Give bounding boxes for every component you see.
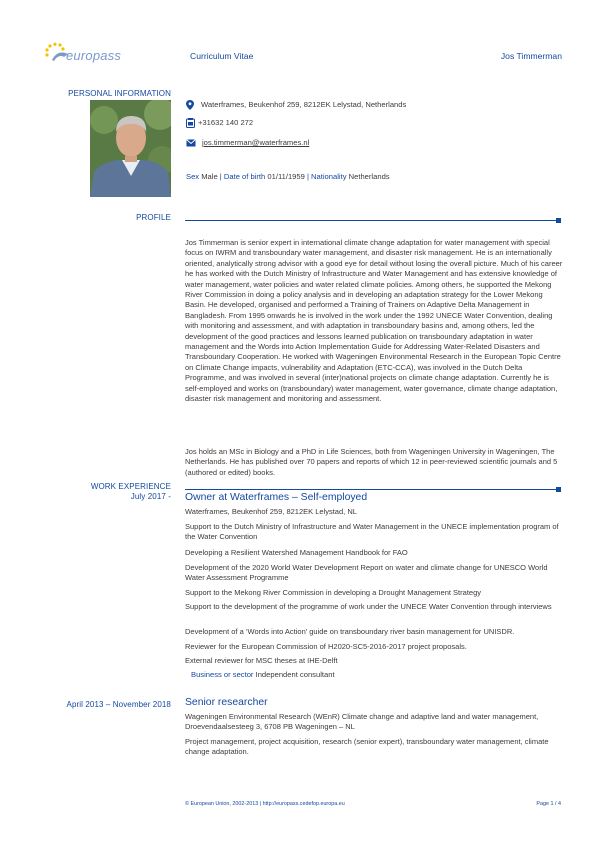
sector-label: Business or sector: [191, 670, 254, 679]
europass-logo: [44, 42, 124, 68]
email-link[interactable]: jos.timmerman@waterframes.nl: [202, 138, 310, 147]
address: Waterframes, Beukenhof 259, 8212EK Lelystad, Netherlands: [201, 100, 407, 109]
logo-text: europass: [66, 48, 122, 63]
location-pin-icon: [186, 100, 194, 110]
header-name: Jos Timmerman: [500, 51, 562, 61]
job-1-dates: July 2017 -: [130, 492, 171, 501]
job-1-employer: Waterframes, Beukenhof 259, 8212EK Lelystad, NL: [185, 507, 357, 516]
job-1-sector: [191, 670, 335, 680]
nationality-label: Nationality: [311, 172, 347, 181]
doc-title: Curriculum Vitae: [190, 51, 254, 61]
dob-label: Date of birth: [223, 172, 266, 181]
sex-value: Male: [201, 172, 218, 181]
job-1-item-7: Reviewer for the European Commission of H2020-SC5-2016-2017 project proposals.: [185, 642, 467, 651]
sector-value: Independent consultant: [255, 670, 335, 679]
profile-label: PROFILE: [136, 213, 171, 222]
footer-page-number: Page 1 / 4: [536, 801, 561, 807]
job-1-item-1: Support to the Dutch Ministry of Infrastructure and Water Management in the UNECE implementation program of the Water Convention: [185, 522, 559, 542]
profile-paragraph-1: Jos Timmerman is senior expert in international climate change adaptation for water management with special focus on IWRM and transboundary water management, and disaster risk management. He is an internationally oriented, analytically strong advisor with a good eye for detail without losing the overall picture. Much of his career he has worked with the Dutch Ministry of Infrastructure and Water Management and has extensive knowledge of water management, water policies and water related climate policies. Among others, he supported the Mekong River Commission in doing a policy analysis and in developing an adaptation strategy for the Lower Mekong Basin. He developed, organised and performed a Training of Trainers on Adaptive Delta Management in Bangladesh. From 1995 onwards he is involved in the work under the 1992 UNECE Water Convention, dealing with monitoring and assessment, and with adaptation in transboundary basins and, among others, led the development of the good practices and lessons learned publication on transboundary adaptation in water management and the Words into Action Implementation Guide for Addressing Water-Related Disasters and Transboundary Cooperation. He worked with Wageningen Environmental Research in the European Topic Centre on Climate Change impacts, vulnerability and Adaptation (ETC-CCA), was involved in the Dutch Delta Programme, and was involved in several (inter)national projects on climate change adaptation. Currently he is self-employed and works on (transboundary) water management, water governance, climate change adaptation, disaster risk management and monitoring and assessment.: [185, 238, 563, 404]
dob-value: 01/11/1959: [267, 172, 305, 181]
job-2-dates: April 2013 – November 2018: [66, 700, 171, 709]
phone-icon: [186, 118, 195, 128]
phone: +31632 140 272: [198, 118, 254, 127]
job-2-title: Senior researcher: [185, 697, 268, 708]
profile-photo: [90, 100, 171, 197]
email-icon: [186, 139, 196, 147]
work-divider-marker: [556, 487, 561, 492]
work-divider: [185, 489, 558, 490]
job-1-title: Owner at Waterframes – Self-employed: [185, 492, 368, 503]
personal-details-line: Sex Male | Date of birth 01/11/1959 | Nationality Netherlands: [186, 172, 390, 181]
job-1-item-2: Developing a Resilient Watershed Management Handbook for FAO: [185, 548, 408, 557]
job-1-item-5: Support to the development of the programme of work under the UNECE Water Convention through interviews: [185, 602, 552, 611]
job-1-item-8: External reviewer for MSC theses at IHE-Delft: [185, 656, 338, 665]
sex-label: Sex: [186, 172, 200, 181]
profile-divider: [185, 220, 558, 221]
work-experience-label: WORK EXPERIENCE: [90, 482, 171, 491]
job-1-item-4: Support to the Mekong River Commission in developing a Drought Management Strategy: [185, 588, 481, 597]
nationality-value: Netherlands: [348, 172, 390, 181]
footer-copyright: © European Union, 2002-2013 | http://europass.cedefop.europa.eu: [185, 801, 345, 807]
profile-paragraph-2: Jos holds an MSc in Biology and a PhD in Life Sciences, both from Wageningen University in Wageningen, The Netherlands. He has published over 70 papers and reports of which 12 in peer-reviewed scientific journals and 5 (authored or edited) books.: [185, 447, 558, 477]
job-1-item-3: Development of the 2020 World Water Development Report on water and climate change for UNESCO World Water Assessment Programme: [185, 563, 548, 583]
profile-divider-marker: [556, 218, 561, 223]
job-2-description: Project management, project acquisition, research (senior expert), transboundary water management, climate change adaptation.: [185, 737, 549, 757]
personal-info-label: PERSONAL INFORMATION: [68, 89, 171, 98]
job-2-employer: Wageningen Environmental Research (WEnR) Climate change and adaptive land and water management, Droevendaalsesteeg 3, 6708 PB Wageningen – NL: [185, 712, 539, 732]
job-1-item-6: Development of a ‘Words into Action’ guide on transboundary river basin management for UNISDR.: [185, 627, 515, 636]
